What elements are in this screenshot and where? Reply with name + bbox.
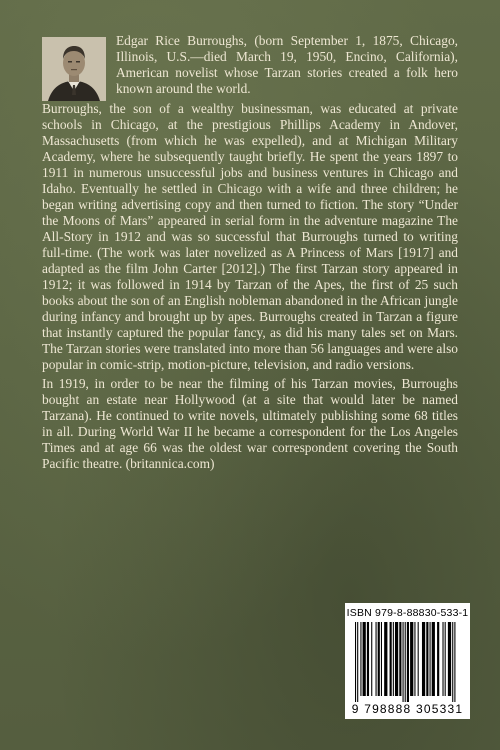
isbn-barcode — [345, 603, 470, 719]
barcode-bar — [445, 622, 446, 696]
barcode-bar — [381, 622, 382, 696]
barcode-bar — [432, 622, 435, 696]
barcode-bar — [363, 622, 366, 696]
barcode-bar — [403, 622, 404, 702]
barcode-bar — [414, 622, 415, 696]
barcode-bar — [405, 622, 406, 702]
barcode-bar — [442, 622, 443, 696]
barcode-bar — [430, 622, 431, 696]
barcode-digits: 9 798888 305331 — [351, 702, 464, 716]
barcode-bar — [378, 622, 380, 696]
barcode-bar — [384, 622, 387, 696]
barcode-bar — [448, 622, 451, 696]
barcode-bar — [426, 622, 428, 696]
barcode-bar — [422, 622, 425, 696]
barcode-bar — [371, 622, 372, 696]
author-portrait-image — [42, 37, 106, 101]
barcode-bar — [395, 622, 398, 696]
barcode-bar — [437, 622, 439, 696]
barcode-bar — [407, 622, 409, 702]
barcode-bar — [418, 622, 419, 696]
barcode-bar — [410, 622, 413, 696]
barcode-bar — [452, 622, 453, 702]
barcode-bar — [393, 622, 394, 696]
barcode-bar — [399, 622, 401, 696]
barcode-bar — [357, 622, 358, 702]
barcode-bar — [367, 622, 369, 696]
later-life-paragraph: In 1919, in order to be near the filming of his Tarzan movies, Burroughs bought an estate near Hollywood (at a site that would later be named Tarzana). He continued to write novels, ultimately publishing some 68 titles in all. During World War II he became a correspondent for the Los Angeles Times and at age 66 was the oldest war correspondent covering the South Pacific theatre. (britannica.com) — [42, 376, 458, 471]
barcode-bar — [454, 622, 455, 702]
isbn-label: ISBN 979-8-88830-533-1 — [346, 607, 469, 619]
author-portrait — [42, 37, 106, 101]
barcode-bar — [376, 622, 377, 696]
barcode-bar — [355, 622, 356, 702]
barcode-bar — [360, 622, 361, 696]
biography-paragraph: Burroughs, the son of a wealthy businessman, was educated at private schools in Chicago, at the prestigious Phillips Academy in Andover, Massachusetts (from which he was expelled), and at Michigan Military Academy, where he subsequently taught briefly. He spent the years 1897 to 1911 in numerous unsuccessful jobs and business ventures in Chicago and Idaho. Eventually he settled in Chicago with a wife and three children; he began writing advertising copy and then turned to fiction. The story “Under the Moons of Mars” appeared in serial form in the adventure magazine The All-Story in 1912 and was so successful that Burroughs turned to writing full-time. (The work was later novelized as A Princess of Mars [1917] and adapted as the film John Carter [2012].) The first Tarzan story appeared in 1912; it was followed in 1914 by Tarzan of the Apes, the first of 25 such books about the son of an English nobleman abandoned in the African jungle during infancy and brought up by apes. Burroughs created in Tarzan a figure that instantly captured the popular fancy, as did his many tales set on Mars. The Tarzan stories were translated into more than 56 languages and were also popular in comic-strip, motion-picture, television, and radio versions. — [42, 101, 458, 372]
author-bio: Edgar Rice Burroughs, (born September 1, 1875, Chicago, Illinois, U.S.—died March 19, 1950, Encino, California), American novelist whose Tarzan stories created a folk hero known around the world. — [116, 33, 458, 96]
barcode-bar — [390, 622, 392, 696]
barcode-bars — [355, 622, 460, 702]
